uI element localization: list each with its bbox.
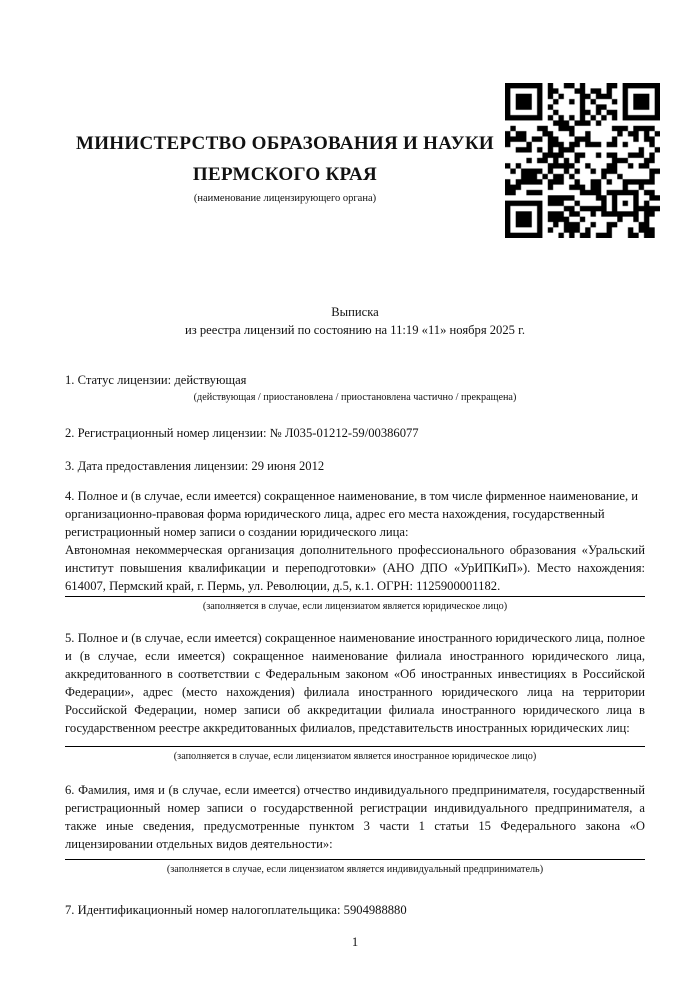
ministry-name-line2: ПЕРМСКОГО КРАЯ (192, 164, 378, 185)
document-body (65, 0, 645, 951)
page-number: 1 (351, 935, 359, 949)
item-license-status-note: (действующая / приостановлена / приостановлена частично / прекращена) (193, 392, 517, 403)
fill-in-line (65, 596, 645, 597)
item-foreign-entity: 5. Полное и (в случае, если имеется) сокращенное наименование иностранного юридического лица, полное и (в случае, если имеется) сокращенное наименование филиала иностранного юридического лица, аккредитованного в соответствии с Федеральным законом «Об иностранных инвестициях в Российской Федерации», адрес (место нахождения) филиала иностранного юридического лица на территории Российской Федерации, номер записи об аккредитации филиала иностранного юридического лица в государственном реестре аккредитованных филиалов, представительств иностранных юридических лиц: (65, 631, 645, 735)
ministry-note: (наименование лицензирующего органа) (193, 193, 377, 204)
fill-in-line (65, 859, 645, 860)
fill-in-line (65, 746, 645, 747)
item-legal-entity (65, 487, 645, 595)
item-entrepreneur: 6. Фамилия, имя и (в случае, если имеется) отчество индивидуального предпринимателя, государственный регистрационный номер записи о государственной регистрации индивидуального предпринимателя, а также иные сведения, предусмотренные пунктом 3 части 1 статьи 15 Федерального закона «О лицензировании отдельных видов деятельности»: (65, 783, 645, 851)
item-taxpayer-number: 7. Идентификационный номер налогоплательщика: 5904988880 (65, 903, 407, 917)
item-license-status: 1. Статус лицензии: действующая (65, 373, 247, 387)
item-entrepreneur-note: (заполняется в случае, если лицензиатом является индивидуальный предприниматель) (166, 864, 544, 875)
document-title-line1: Выписка (331, 305, 379, 319)
item-legal-entity-note: (заполняется в случае, если лицензиатом является юридическое лицо) (202, 601, 508, 612)
document-title-line2: из реестра лицензий по состоянию на 11:19 «11» ноября 2025 г. (184, 323, 525, 337)
item-registration-number: 2. Регистрационный номер лицензии: № Л035-01212-59/00386077 (65, 426, 419, 440)
ministry-name-line1: МИНИСТЕРСТВО ОБРАЗОВАНИЯ И НАУКИ (75, 133, 495, 154)
item-legal-entity-value: Автономная некоммерческая организация дополнительного профессионального образования «Уральский институт повышения квалификации и переподготовки» (АНО ДПО «УрИПКиП»). Место нахождения: 614007, Пермский край, г. Пермь, ул. Революции, д.5, к.1. ОГРН: 1125900001182. (65, 543, 645, 593)
item-legal-entity-intro: 4. Полное и (в случае, если имеется) сокращенное наименование, в том числе фирменное наименование, и организационно-правовая форма юридического лица, адрес его места нахождения, государственный регистрационный номер записи о создании юридического лица: (65, 489, 639, 539)
item-grant-date: 3. Дата предоставления лицензии: 29 июня 2012 (65, 459, 325, 473)
item-foreign-entity-note: (заполняется в случае, если лицензиатом является иностранное юридическое лицо) (173, 751, 537, 762)
document-title (65, 303, 645, 339)
